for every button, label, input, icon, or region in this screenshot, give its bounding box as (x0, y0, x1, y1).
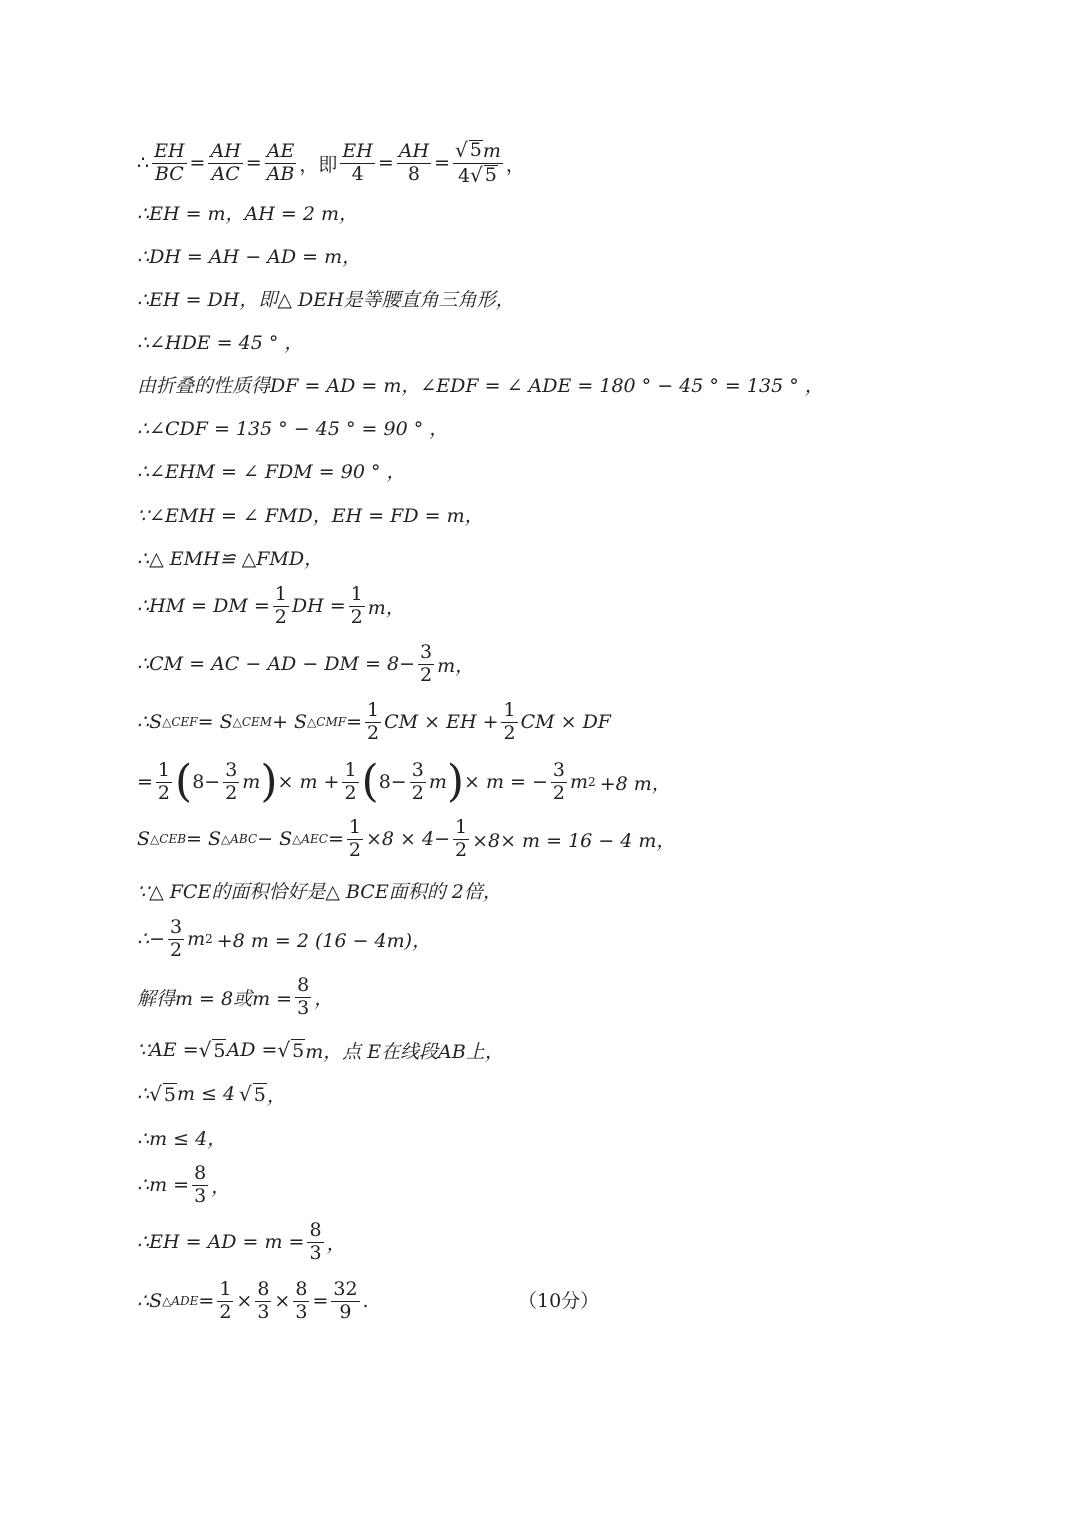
sqrt: √ 5 (239, 1082, 266, 1106)
fraction: $\frac{1}{2}$ (157, 758, 171, 804)
step-line: ∴△ EMH≌ △FMD， (137, 547, 324, 570)
fraction: $\frac{32}{9}$ (333, 1277, 358, 1323)
fraction: $\frac{1}{2}$ (344, 758, 357, 804)
sqrt: √ 5 (277, 1038, 305, 1062)
fraction: $\frac{AE}{AB}$ (266, 139, 295, 185)
step-area-ceb: S △CEB = S △ABC − S △AEC = $\frac{1}{2}$ ×8 × 4− $\frac{1}{2}$ ×8× m = 16 − 4 m， (137, 815, 676, 861)
sqrt: √ 5 (470, 162, 497, 187)
fraction: $\frac{3}{2}$ (420, 640, 433, 686)
step-line: ∴∠EHM = ∠ FDM = 90 ° ， (137, 460, 406, 483)
step-similar-ratios: ∴ $\frac{EH}{BC}$ = $\frac{AH}{AC}$ = $\frac{AE}{AB}$ ，即 $\frac{EH}{4}$ = $\frac{AH}{8}$ = √ 5 m 4 √ 5 ， (137, 137, 525, 187)
step-line: ∴m = $\frac{8}{3}$ ， (137, 1161, 231, 1207)
step-line: ∵AE = √ 5 AD = √ 5 m，点 E在线段AB上， (137, 1038, 504, 1063)
fraction: $\frac{3}{2}$ (552, 758, 566, 804)
step-line: ∴EH = DH，即△ DEH是等腰直角三角形， (137, 288, 515, 311)
fraction: $\frac{1}{2}$ (219, 1277, 232, 1323)
step-line: ∴CM = AC − AD − DM = 8− $\frac{3}{2}$ m， (137, 640, 475, 686)
fraction: $\frac{8}{3}$ (309, 1218, 322, 1264)
step-equation: ∴− $\frac{3}{2}$ m 2 +8 m = 2 (16 − 4m)， (137, 915, 432, 961)
fraction: $\frac{1}{2}$ (350, 582, 363, 628)
fraction: $\frac{1}{2}$ (274, 582, 287, 628)
step-line: ∴m ≤ 4， (137, 1127, 227, 1150)
step-area-cef: ∴S △CEF = S △CEM + S △CMF = $\frac{1}{2}$ CM × EH + $\frac{1}{2}$ CM × DF (137, 698, 611, 744)
fraction: $\frac{3}{2}$ (170, 915, 183, 961)
fraction: √ 5 m 4 √ 5 (454, 137, 501, 187)
sqrt: √ 5 (454, 137, 482, 162)
fraction: $\frac{8}{3}$ (295, 1277, 308, 1323)
step-final-area: ∴S △ADE = $\frac{1}{2}$ × $\frac{8}{3}$ × $\frac{8}{3}$ = $\frac{32}{9}$ . (137, 1277, 369, 1323)
step-line: ∴∠HDE = 45 ° ， (137, 331, 304, 354)
fraction: $\frac{3}{2}$ (411, 758, 424, 804)
sqrt: √ 5 (149, 1082, 176, 1106)
step-line: ∴EH = AD = m = $\frac{8}{3}$ ， (137, 1218, 346, 1264)
step-line: ∴EH = m，AH = 2 m， (137, 202, 358, 225)
step-line: ∴DH = AH − AD = m， (137, 245, 362, 268)
fraction: $\frac{EH}{BC}$ (154, 139, 185, 185)
fraction: $\frac{8}{3}$ (194, 1161, 207, 1207)
fraction: $\frac{AH}{8}$ (398, 139, 430, 185)
fraction: $\frac{8}{3}$ (297, 973, 310, 1019)
step-line: ∴HM = DM = $\frac{1}{2}$ DH = $\frac{1}{2}$ m， (137, 582, 405, 628)
step-area-expand: = $\frac{1}{2}$ ( 8− $\frac{3}{2}$ m ) × m + $\frac{1}{2}$ ( 8− $\frac{3}{2}$ m ) × m = − $\frac{3}{2}$ m 2 +8 m， (137, 756, 671, 807)
sqrt: √ 5 (198, 1038, 226, 1062)
score-label: （10分） (518, 1290, 600, 1312)
step-line: 由折叠的性质得DF = AD = m，∠EDF = ∠ ADE = 180 ° − 45 ° = 135 ° ， (137, 374, 824, 397)
fraction: $\frac{3}{2}$ (225, 758, 238, 804)
step-solve: 解得m = 8或m = $\frac{8}{3}$ ， (137, 973, 334, 1019)
step-line: ∵∠EMH = ∠ FMD，EH = FD = m， (137, 504, 484, 527)
fraction: $\frac{8}{3}$ (257, 1277, 270, 1323)
step-line: ∴ √ 5 m ≤ 4 √ 5 ， (137, 1082, 286, 1107)
step-line: ∵△ FCE的面积恰好是△ BCE面积的 2倍， (137, 880, 502, 903)
fraction: $\frac{AH}{AC}$ (210, 139, 241, 185)
fraction: $\frac{1}{2}$ (455, 815, 468, 861)
fraction: $\frac{1}{2}$ (367, 698, 380, 744)
fraction: $\frac{1}{2}$ (503, 698, 516, 744)
fraction: $\frac{EH}{4}$ (342, 139, 373, 185)
therefore-symbol: ∴ (137, 152, 150, 174)
step-line: ∴∠CDF = 135 ° − 45 ° = 90 ° ， (137, 417, 449, 440)
fraction: $\frac{1}{2}$ (348, 815, 361, 861)
